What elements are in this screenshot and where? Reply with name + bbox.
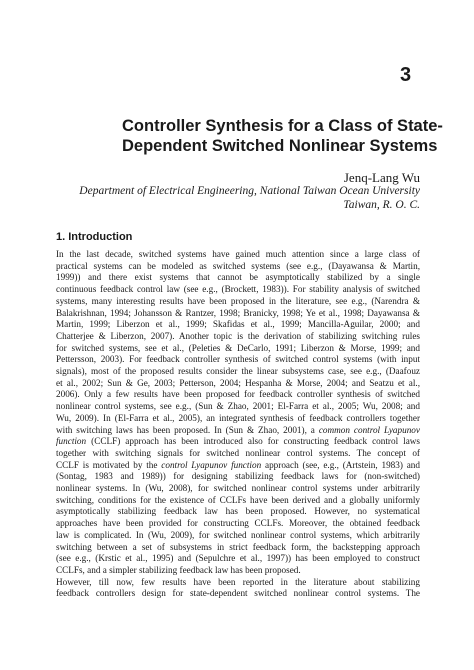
text-line: approaches have been provided for constructing CCLFs. Moreover, the obtained feedback xyxy=(56,518,420,529)
text-line: switching, conditions for the existence of CCLFs have been derived and a globally uniformly xyxy=(56,494,420,505)
text-line: nonlinear systems. In (Wu, 2008), for switched nonlinear control systems under arbitrarily xyxy=(56,483,420,494)
text-line: CCLF is motivated by the control Lyapunov function approach (see, e.g., (Artstein, 1983) and xyxy=(56,459,420,470)
text-line: function (CCLF) approach has been introduced also for constructing feedback control laws xyxy=(56,436,420,447)
text-line: together with switching signals for switched nonlinear control systems. The concept of xyxy=(56,447,420,458)
body-text xyxy=(56,249,420,600)
text-line: for switched systems, see et al., (Peleties & DeCarlo, 1991; Liberzon & Morse, 1999; and xyxy=(56,342,420,353)
affiliation-line: Department of Electrical Engineering, National Taiwan Ocean University xyxy=(79,185,420,197)
text-line: (Sontag, 1983 and 1989)) for designing stabilizing feedback laws for (non-switched) xyxy=(56,471,420,482)
italic-term: common control Lyapunov xyxy=(318,424,420,435)
text-line: continuous feedback control law (see e.g., (Brockett, 1983)). For stability analysis of switched xyxy=(56,284,420,295)
text-line: Martin, 1999; Liberzon et al., 1999; Skafidas et al., 1999; Mancilla-Aguilar, 2000; and xyxy=(56,319,420,330)
text-line: In the last decade, switched systems have gained much attention since a large class of xyxy=(56,249,420,259)
author-name: Jenq-Lang Wu xyxy=(343,170,420,185)
text-line: However, till now, few results have been reported in the literature about stabilizing xyxy=(56,576,420,587)
text-line: Chatterjee & Liberzon, 2007). Another topic is the derivation of stabilizing switching rules xyxy=(56,330,420,341)
text-line: Pettersson, 2003). For feedback controller synthesis of switched control systems (with input xyxy=(56,354,420,365)
title-line: Dependent Switched Nonlinear Systems xyxy=(122,137,438,155)
text-line: with switching laws has been proposed. In (Sun & Zhao, 2001), a common control Lyapunov xyxy=(56,424,420,435)
text-line: Balakrishnan, 1994; Johansson & Rantzer, 1998; Branicky, 1998; Ye et al., 1998; Dayawansa & xyxy=(56,307,420,318)
author-block xyxy=(79,170,420,212)
text-line: law is complicated. In (Wu, 2009), for switched nonlinear control systems, which arbitrarily xyxy=(56,529,420,540)
italic-term: control Lyapunov function xyxy=(161,459,262,470)
text-line: practical systems can be modeled as switched systems (see e.g., (Dayawansa & Martin, xyxy=(56,260,420,271)
text-line: signals), most of the proposed results consider the linear subsystems case, see e.g., (Daafouz xyxy=(56,366,420,377)
text-line: nonlinear control systems, see e.g., (Sun & Zhao, 2001; El-Farra et al., 2005; Wu, 2008; and xyxy=(56,401,420,412)
text-line: 1999)) and there exist systems that cannot be asymptotically stabilized by a single xyxy=(56,272,420,283)
text-line: asymptotically stabilizing feedback law has been proposed. However, no systematical xyxy=(56,506,420,517)
text-line: systems, many interesting results have been proposed in the literature, see e.g., (Narendra & xyxy=(56,295,420,306)
text-line: (see e.g., (Krstic et al., 1995) and (Sepulchre et al., 1997)) has been employed to construct xyxy=(56,553,420,564)
italic-term: function xyxy=(56,436,87,447)
chapter-title xyxy=(122,116,443,156)
text-line: et al., 2002; Sun & Ge, 2003; Petterson, 2004; Hespanha & Morse, 2004; and Seatzu et al., xyxy=(56,377,420,388)
chapter-number: 3 xyxy=(400,64,412,86)
text-line: switching between a set of subsystems in strict feedback form, the backstepping approach xyxy=(56,541,420,552)
text-line: 2006). Only a few results have been proposed for feedback controller synthesis of switched xyxy=(56,389,420,400)
section-heading: 1. Introduction xyxy=(56,231,133,243)
affiliation-line: Taiwan, R. O. C. xyxy=(343,198,420,211)
title-line: Controller Synthesis for a Class of State- xyxy=(122,117,443,135)
text-line: CCLFs, and a simpler stabilizing feedback law has been proposed. xyxy=(56,564,301,575)
text-line: Wu, 2009). In (El-Farra et al., 2005), an integrated synthesis of feedback controllers together xyxy=(56,412,420,423)
text-line: feedback controllers design for state-dependent switched nonlinear control systems. The xyxy=(56,588,420,599)
